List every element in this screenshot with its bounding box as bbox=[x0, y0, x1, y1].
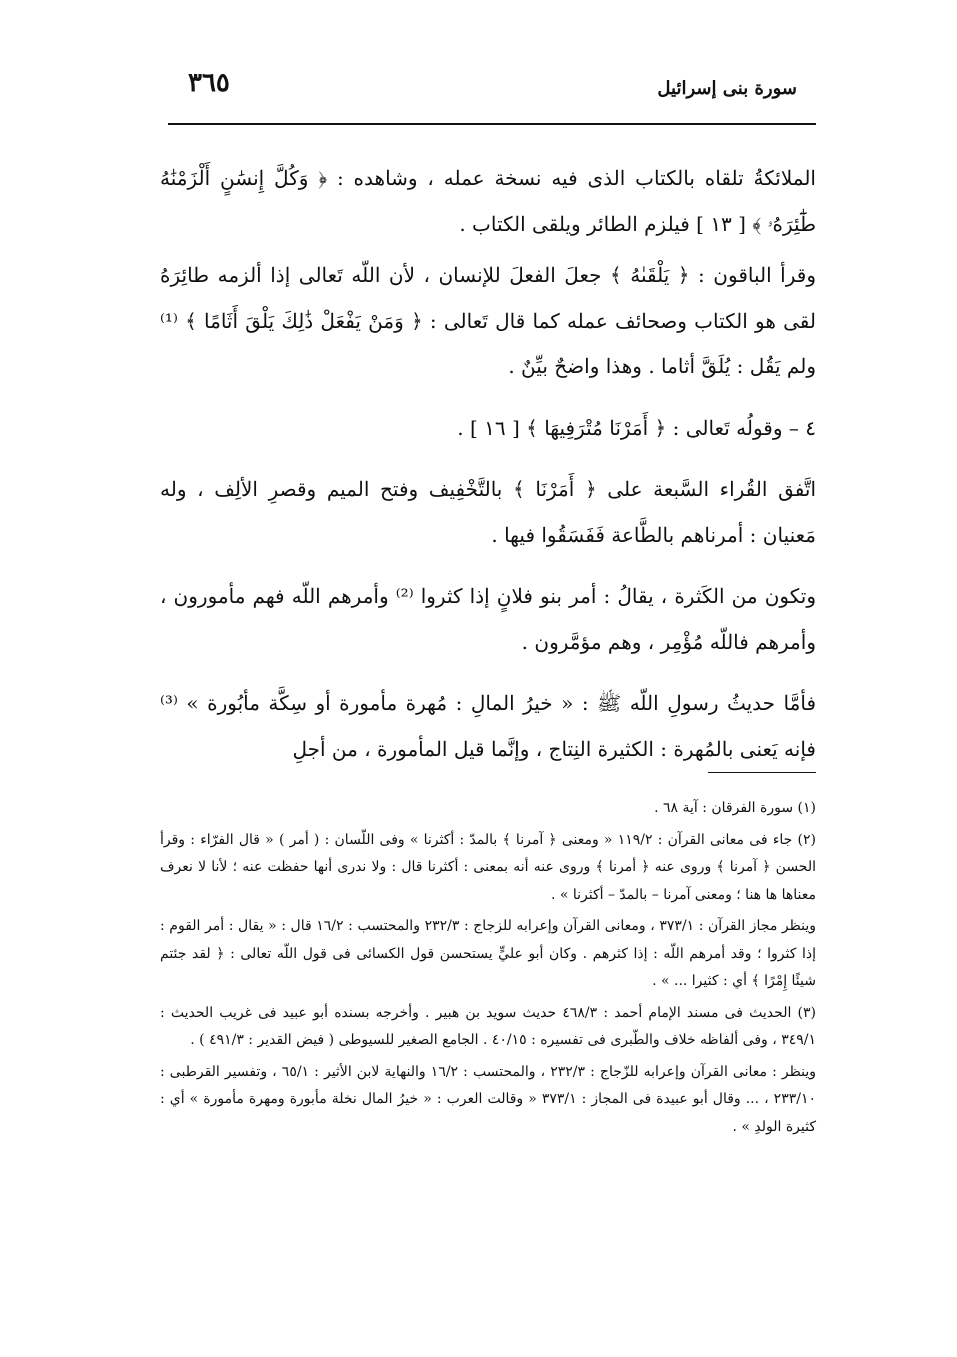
paragraph: وقرأ الباقون : ﴿ يَلْقَىٰهُ ﴾ جعلَ الفعلَ للإنسان ، لأن اللّه تَعالى إذا ألزمه طائِرَهُ لقى هو الكتاب وصحائف عمله كما قال تَعالى : ﴿ وَمَنْ يَفْعَلْ ذَٰلِكَ يَلْقَ أَثَامًا ﴾ ⁽¹⁾ ولم يَقُل : يُلَقَّ أثاما . وهذا واضحٌ بيِّنٌ . bbox=[160, 263, 816, 378]
paragraph: الملائكةُ تلقاه بالكتاب الذى فيه نسخة عمله ، وشاهده : ﴿ وَكُلَّ إِنسَٰنٍ أَلْزَمْنَٰهُ طَٰٓئِرَهُۥ ﴾ [ ١٣ ] فيلزم الطائر ويلقى الكتاب . bbox=[160, 166, 816, 236]
main-text bbox=[160, 156, 816, 788]
header-rule bbox=[168, 123, 816, 125]
paragraph: وتكون من الكَثرة ، يقالُ : أمر بنو فلانٍ إذا كثروا ⁽²⁾ وأمرهم اللّه فهم مأمورون ، وأمرهم فاللّه مُؤْمِر ، وهم مؤمَّرون . bbox=[160, 584, 817, 654]
paragraph: فأمَّا حديثُ رسولِ اللّه ﷺ : « خيرُ المالِ : مُهرة مأمورة أو سِكَّة مأبُورة » ⁽³⁾ فإنه يَعنى بالمُهرة : الكثيرة النِتاج ، وإنَّما قيل المأمورة ، من أجلِ bbox=[160, 691, 816, 761]
footnote: (٢) جاء فى معانى القرآن : ١١٩/٢ « ومعنى ﴿ آمرنا ﴾ بالمدّ : أكثرنا » وفى اللّسان : ( أمر ) « قال الفرّاء : وقرأ الحسن ﴿ آمرنا ﴾ وروى عنه ﴿ أمرنا ﴾ وروى عنه أنه بمعنى : أكثرنا قال : ولا ندرى أنها حفظت عنه ؛ لأنا لا نعرف معناها ها هنا ؛ ومعنى آمرنا – بالمدّ – أكثرنا » . bbox=[160, 831, 816, 903]
footnote-rule bbox=[708, 772, 816, 773]
footnote: (٣) الحديث فى مسند الإمام أحمد : ٤٦٨/٣ حديث سويد بن هبير . وأخرجه بسنده أبو عبيد فى غريب الحديث : ٣٤٩/١ ، وفى ألفاظه خلاف والطّبرى فى تفسيره : ٤٠/١٥ . الجامع الصغير للسيوطى ( فيض القدير : ٤٩١/٣ ) . bbox=[160, 1004, 816, 1048]
page-header bbox=[170, 60, 797, 104]
running-title: سورة بنى إسرائيل bbox=[657, 78, 797, 99]
footnote: (١) سورة الفرقان : آية ٦٨ . bbox=[654, 800, 816, 816]
footnote: وينظر مجاز القرآن : ٣٧٣/١ ، ومعانى القرآن وإعرابه للزجاج : ٢٣٢/٣ والمحتسب : ١٦/٢ قال : « يقال : أمر القوم : إذا كثروا ؛ وقد أمرهم اللّه : إذا كثرهم . وكان أبو عليٍّ يستحسن قول الكسائى فى قول اللّه تعالى : ﴿ لقد جئتم شيئًا إِمْرًا ﴾ أي : كثيرا ... » . bbox=[160, 918, 816, 989]
footnotes bbox=[160, 795, 816, 1145]
page-number: ٣٦٥ bbox=[188, 68, 230, 98]
footnote: وينظر : معانى القرآن وإعرابه للزّجاج : ٢٣٢/٣ ، والمحتسب : ١٦/٢ والنهاية لابن الأثير : ٦٥/١ ، وتفسير القرطبى : ٢٣٣/١٠ ، ... وقال أبو عبيدة فى المجاز : ٣٧٣/١ « وقالت العرب : « خيرُ المال نخلة مأبورة ومهرة مأمورة » أي : كثيرة الولدِ » . bbox=[160, 1063, 817, 1135]
paragraph: اتَّفق القُراء السَّبعة على ﴿ أَمَرْنَا ﴾ بالتَّخْفِيف وفتح الميم وقصرِ الألِف ، وله مَعنيان : أمرناهم بالطَّاعة فَفَسَقُوا فيها . bbox=[160, 477, 816, 547]
section-heading: ٤ – وقولُه تَعالى : ﴿ أَمَرْنَا مُتْرَفِيهَا ﴾ [ ١٦ ] . bbox=[457, 415, 816, 440]
